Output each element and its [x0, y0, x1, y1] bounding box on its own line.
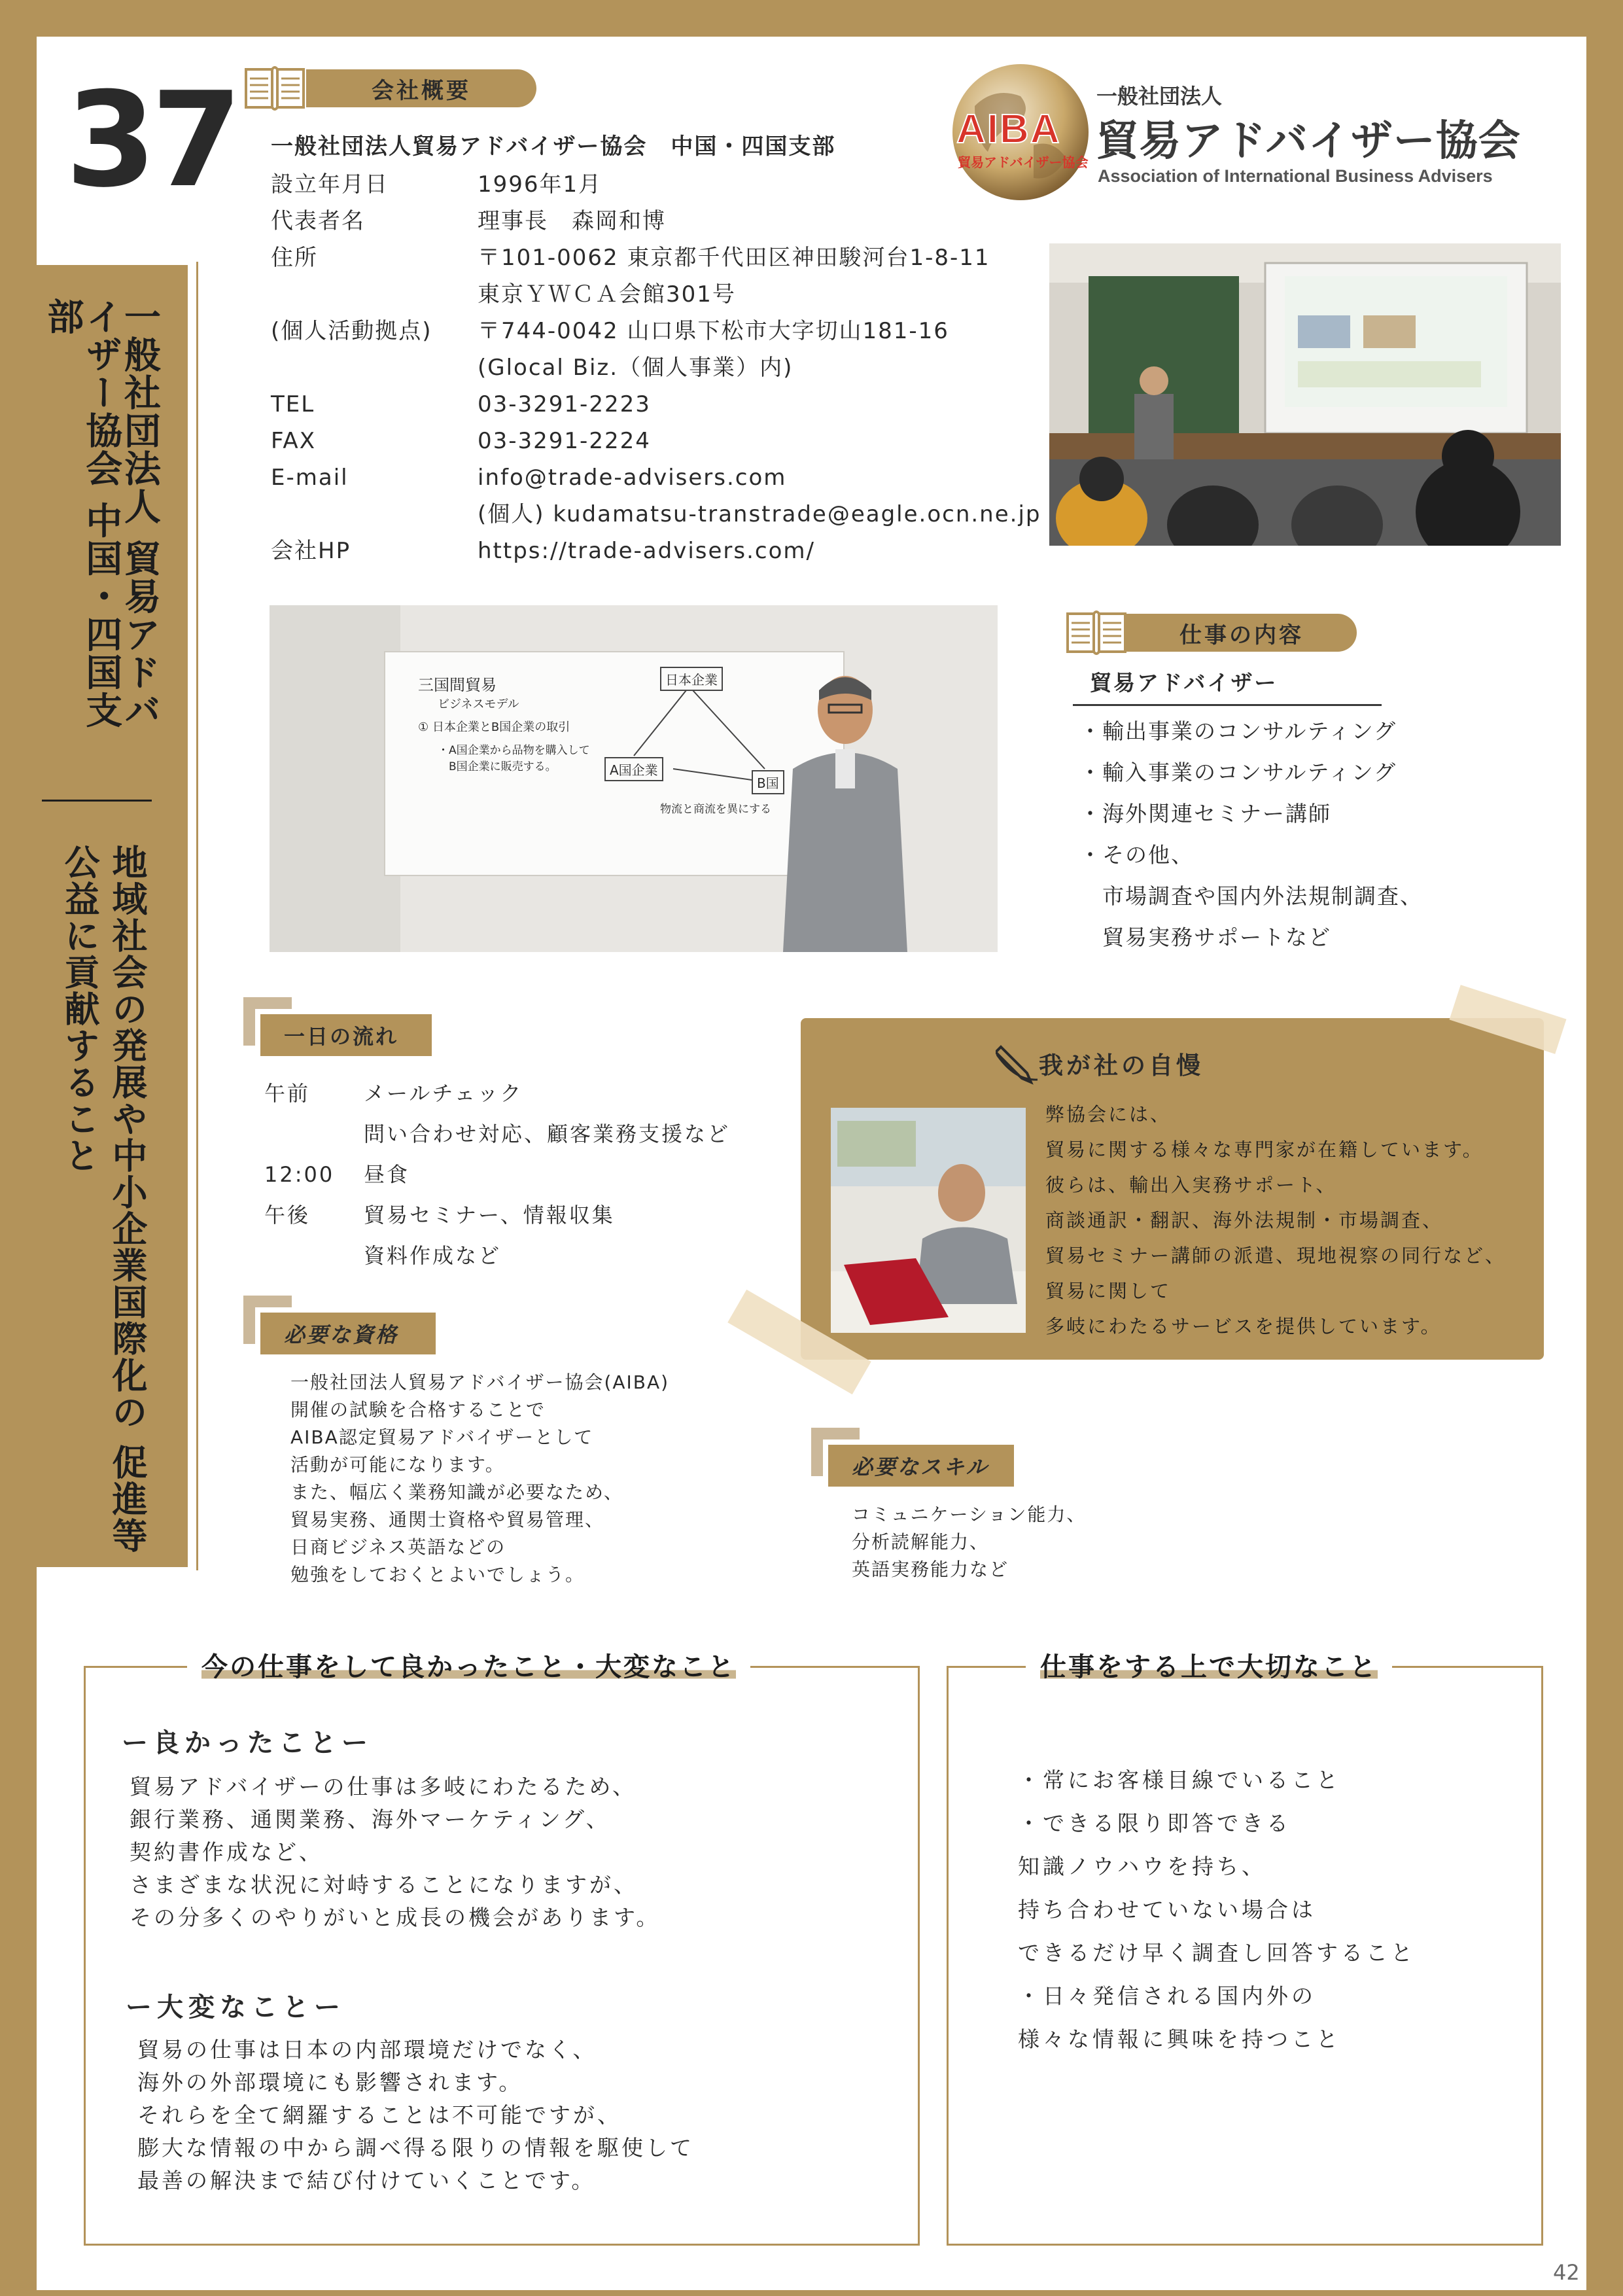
wb-title: 三国間貿易: [418, 676, 497, 694]
job-tag: 仕事の内容: [1126, 614, 1357, 652]
wb-line: ・A国企業から品物を購入して: [438, 744, 590, 757]
company-info-table: [271, 166, 1056, 569]
company-info-value: info@trade-advisers.com: [478, 465, 787, 491]
qualification-line: AIBA認定貿易アドバイザーとして: [290, 1426, 594, 1448]
office-photo: [831, 1108, 1026, 1333]
job-item: ・その他、: [1079, 842, 1194, 868]
day-flow-row: [264, 1195, 827, 1235]
company-info-label: FAX: [271, 428, 316, 454]
company-info-label: 設立年月日: [271, 171, 389, 198]
company-info-value: 03-3291-2224: [478, 428, 651, 454]
day-flow-row: [264, 1154, 827, 1195]
good-text: [130, 1771, 888, 1934]
side-title-line: 一般社団法人: [118, 298, 161, 525]
important-text: [1018, 1759, 1528, 2061]
day-flow-activity: 貿易セミナー、情報収集: [364, 1203, 615, 1227]
hard-text: [137, 2034, 896, 2197]
good-line: 貿易アドバイザーの仕事は多岐にわたるため、: [130, 1774, 637, 1799]
company-info-value: 03-3291-2223: [478, 391, 651, 417]
job-list: [1079, 711, 1524, 958]
day-flow-time: 12:00: [264, 1162, 335, 1187]
company-info-row: [271, 166, 1056, 203]
company-info-label: 会社HP: [271, 538, 351, 564]
skills-line: コミュニケーション能力、: [852, 1504, 1087, 1525]
logo-mark: AIBA: [956, 107, 1061, 152]
important-line: ・日々発信される国内外の: [1018, 1983, 1316, 2009]
pride-line: 商談通訳・翻訳、海外法規制・市場調査、: [1045, 1209, 1444, 1231]
good-hard-title-wrap: [187, 1646, 750, 1684]
hard-head: ー大変なことー: [126, 1992, 345, 2022]
job-heading: 貿易アドバイザー: [1090, 670, 1278, 696]
pride-line: 弊協会には、: [1045, 1103, 1172, 1125]
company-info-value: https://trade-advisers.com/: [478, 538, 815, 564]
job-item: 貿易実務サポートなど: [1079, 925, 1331, 950]
company-info-row: [271, 459, 1056, 496]
skills-line: 分析読解能力、: [852, 1531, 990, 1553]
hard-line: 膨大な情報の中から調べ得る限りの情報を駆使して: [137, 2135, 694, 2161]
company-info-row: [271, 203, 1056, 239]
job-item: ・輸入事業のコンサルティング: [1079, 760, 1397, 785]
company-info-value: 〒101-0062 東京都千代田区神田駿河台1-8-11: [478, 245, 990, 271]
job-item: ・輸出事業のコンサルティング: [1079, 718, 1397, 744]
book-icon: [242, 63, 307, 113]
job-item: 市場調査や国内外法規制調査、: [1079, 883, 1423, 909]
company-info-value: 〒744-0042 山口県下松市大字切山181-16: [478, 318, 949, 344]
pride-title: 我が社の自慢: [1039, 1051, 1204, 1080]
day-flow-activity: 資料作成など: [364, 1243, 502, 1268]
company-info-label: 代表者名: [271, 208, 365, 234]
qualification-line: 日商ビジネス英語などの: [290, 1536, 506, 1558]
qualification-tag: 必要な資格: [260, 1313, 436, 1354]
company-info-value: 東京ＹＷＣＡ会館301号: [478, 281, 736, 308]
day-flow-time: 午後: [264, 1203, 311, 1227]
day-flow-tag: 一日の流れ: [260, 1014, 432, 1056]
side-divider-line: [196, 262, 198, 1570]
wb-flow: 物流と商流を異にする: [660, 803, 771, 816]
company-info-value: (個人) kudamatsu-transtrade@eagle.ocn.ne.jp: [478, 501, 1041, 527]
important-line: できるだけ早く調査し回答すること: [1018, 1940, 1416, 1966]
good-line: さまざまな状況に対峙することになりますが、: [130, 1872, 638, 1898]
qualification-line: 活動が可能になります。: [290, 1454, 505, 1475]
day-flow-time: 午前: [264, 1081, 311, 1106]
page-label: 37: [65, 64, 237, 217]
day-flow-table: [264, 1073, 827, 1276]
logo-prefix: 一般社団法人: [1096, 84, 1223, 109]
hard-line: 貿易の仕事は日本の内部環境だけでなく、: [137, 2037, 597, 2062]
logo-name: 貿易アドバイザー協会: [1096, 117, 1521, 166]
side-mission-line: 促進等公益に貢献すること: [59, 844, 148, 1554]
company-info-row: [271, 276, 1056, 313]
company-info-row: [271, 496, 1056, 533]
important-line: 知識ノウハウを持ち、: [1018, 1854, 1266, 1879]
company-info-row: [271, 239, 1056, 276]
important-title-wrap: [1026, 1646, 1392, 1684]
day-flow-row: [264, 1235, 827, 1276]
wb-line: ① 日本企業とB国企業の取引: [418, 720, 570, 734]
presenter-figure: [773, 664, 930, 952]
company-info-row: [271, 349, 1056, 386]
company-tag: 会社概要: [306, 69, 536, 107]
book-icon: [1064, 607, 1129, 657]
wb-box-japan: 日本企業: [660, 667, 723, 691]
wb-line: B国企業に販売する。: [438, 760, 557, 773]
side-title-rule: [42, 800, 152, 802]
important-line: 持ち合わせていない場合は: [1018, 1897, 1316, 1922]
logo-mark-sub: 貿易アドバイザー協会: [958, 154, 1089, 170]
company-info-value: 理事長 森岡和博: [478, 208, 666, 234]
day-flow-row: [264, 1114, 827, 1154]
good-line: 契約書作成など、: [130, 1839, 323, 1865]
side-title: [37, 298, 161, 749]
company-info-label: TEL: [271, 391, 315, 417]
pride-line: 多岐にわたるサービスを提供しています。: [1045, 1315, 1442, 1337]
seminar-photo: [1049, 243, 1561, 546]
side-mission-line: 地域社会の発展や中小企業国際化の: [107, 844, 148, 1430]
job-item: ・海外関連セミナー講師: [1079, 801, 1331, 826]
day-flow-activity: 問い合わせ対応、顧客業務支援など: [364, 1122, 731, 1146]
skills-tag: 必要なスキル: [828, 1445, 1014, 1487]
company-info-label: [271, 496, 478, 533]
day-flow-time: [264, 1114, 364, 1154]
hard-line: 海外の外部環境にも影響されます。: [137, 2070, 523, 2095]
company-info-value: 1996年1月: [478, 171, 602, 198]
footer-page-number: 42: [1553, 2260, 1580, 2285]
aiba-logo: [949, 60, 1563, 204]
pride-line: 貿易セミナー講師の派遣、現地視察の同行など、: [1045, 1245, 1507, 1267]
important-line: ・常にお客様目線でいること: [1018, 1767, 1341, 1793]
side-title-line: 貿易アドバイザー協会: [80, 298, 161, 730]
side-mission: [46, 844, 150, 1557]
important-title: 仕事をする上で大切なこと: [1040, 1652, 1378, 1682]
hard-line: それらを全て網羅することは不可能ですが、: [137, 2102, 621, 2128]
company-info-label: (個人活動拠点): [271, 318, 432, 344]
company-info-label: 住所: [271, 245, 318, 271]
important-line: ・できる限り即答できる: [1018, 1810, 1291, 1836]
qualification-line: また、幅広く業務知識が必要なため、: [290, 1481, 623, 1503]
skills-line: 英語実務能力など: [852, 1559, 1009, 1580]
day-flow-activity: メールチェック: [364, 1081, 523, 1106]
day-flow-activity: 昼食: [364, 1162, 410, 1187]
skills-text: [852, 1501, 1244, 1583]
qualification-line: 開催の試験を合格することで: [290, 1399, 546, 1421]
qualification-line: 一般社団法人貿易アドバイザー協会(AIBA): [290, 1371, 670, 1393]
day-flow-time: [264, 1235, 364, 1276]
important-line: 様々な情報に興味を持つこと: [1018, 2026, 1341, 2052]
org-name: 一般社団法人貿易アドバイザー協会 中国・四国支部: [271, 133, 836, 160]
pride-text: [1045, 1097, 1536, 1344]
qualification-text: [290, 1369, 761, 1589]
wb-box-a: A国企業: [604, 757, 663, 781]
logo-english: Association of International Business Advisers: [1098, 166, 1493, 186]
whiteboard-photo: [270, 605, 998, 952]
qualification-line: 勉強をしておくとよいでしょう。: [290, 1564, 585, 1585]
company-info-label: [271, 349, 478, 386]
pencil-icon: [996, 1042, 1041, 1087]
qualification-line: 貿易実務、通関士資格や貿易管理、: [290, 1509, 605, 1530]
wb-box-b: B国: [752, 770, 784, 794]
company-info-row: [271, 386, 1056, 423]
pride-line: 彼らは、輸出入実務サポート、: [1045, 1174, 1337, 1196]
good-line: 銀行業務、通関業務、海外マーケティング、: [130, 1807, 610, 1832]
company-info-label: E-mail: [271, 465, 349, 491]
pride-line: 貿易に関して: [1045, 1280, 1172, 1302]
good-head: ー良かったことー: [122, 1728, 373, 1758]
company-info-row: [271, 313, 1056, 349]
company-info-row: [271, 533, 1056, 569]
job-heading-rule: [1073, 704, 1382, 706]
wb-sub: ビジネスモデル: [438, 698, 519, 711]
company-info-value: (Glocal Biz.（個人事業）内): [478, 355, 794, 381]
hard-line: 最善の解決まで結び付けていくことです。: [137, 2168, 596, 2193]
good-hard-title: 今の仕事をして良かったこと・大変なこと: [201, 1652, 736, 1682]
side-title-line: 中国・四国支部: [41, 298, 123, 730]
good-line: その分多くのやりがいと成長の機会があります。: [130, 1905, 661, 1930]
company-info-label: [271, 276, 478, 313]
company-info-row: [271, 423, 1056, 459]
day-flow-row: [264, 1073, 827, 1114]
pride-line: 貿易に関する様々な専門家が在籍しています。: [1045, 1139, 1484, 1161]
